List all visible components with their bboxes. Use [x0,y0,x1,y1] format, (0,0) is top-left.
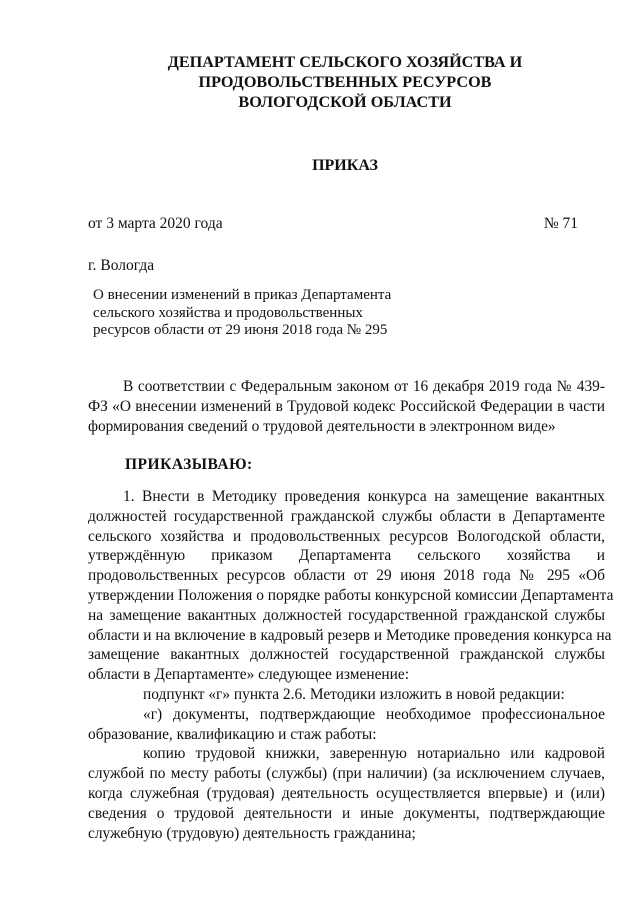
copy-line: служебную (трудовую) деятельность гражданина; [88,824,416,842]
org-line-3: ВОЛОГОДСКОЙ ОБЛАСТИ [238,93,452,111]
document-date: от 3 марта 2020 года [88,215,223,232]
preamble-line: ФЗ «О внесении изменений в Трудовой кодекс Российской Федерации в части [88,397,605,415]
preamble-line: формирования сведений о трудовой деятельности в электронном виде» [88,417,556,435]
document-city: г. Вологда [88,257,155,274]
organization-name [0,52,640,112]
sub-g-line: образование, квалификацию и стаж работы: [88,725,377,743]
item1-line: области и на включение в кадровый резерв и Методике проведения конкурса на [88,626,612,644]
copy-line: когда служебная (трудовая) деятельность осуществляется впервые) и (или) [88,784,605,802]
document-type: ПРИКАЗ [312,157,378,174]
item1-line: сельского хозяйства и продовольственных ресурсов Вологодской области, [88,527,605,545]
subject-line: О внесении изменений в приказ Департамента [93,287,392,303]
copy-line: копию трудовой книжки, заверенную нотариально или кадровой [143,745,605,763]
item1-line: продовольственных ресурсов области от 29 июня 2018 года № 295 «Об [88,567,605,585]
org-line-2: ПРОДОВОЛЬСТВЕННЫХ РЕСУРСОВ [198,73,492,91]
subject-line: ресурсов области от 29 июня 2018 года № 295 [93,322,388,338]
document-subject [93,287,391,340]
copy-line: сведения о трудовой деятельности и иные документы, подтверждающие [88,804,605,822]
item1-line: 1. Внести в Методику проведения конкурса на замещение вакантных [123,488,605,505]
item1-line: области в Департаменте» следующее изменение: [88,666,409,684]
copy-line: службой по месту работы (службы) (при наличии) (за исключением случаев, [88,765,605,783]
order-items [88,487,614,843]
subject-line: сельского хозяйства и продовольственных [93,304,363,321]
decree-heading: ПРИКАЗЫВАЮ: [125,456,253,473]
item1-line: утверждении Положения о порядке работы конкурсной комиссии Департамента [88,586,614,604]
document-number: № 71 [543,215,578,232]
preamble-paragraph [88,377,605,436]
sub-g-line: «г) документы, подтверждающие необходимое профессиональное [143,705,605,723]
org-line-1: ДЕПАРТАМЕНТ СЕЛЬСКОГО ХОЗЯЙСТВА И [167,53,523,71]
item1-line: должностей государственной гражданской службы области в Департаменте [88,507,605,525]
subitem-line: подпункт «г» пункта 2.6. Методики изложить в новой редакции: [143,685,565,703]
preamble-line: В соответствии с Федеральным законом от 16 декабря 2019 года № 439- [123,378,605,395]
item1-line: на замещение вакантных должностей государственной гражданской службы [88,606,605,624]
item1-line: утверждённую приказом Департамента сельского хозяйства и [88,547,605,565]
item1-line: замещение вакантных должностей государственной гражданской службы [88,646,605,664]
